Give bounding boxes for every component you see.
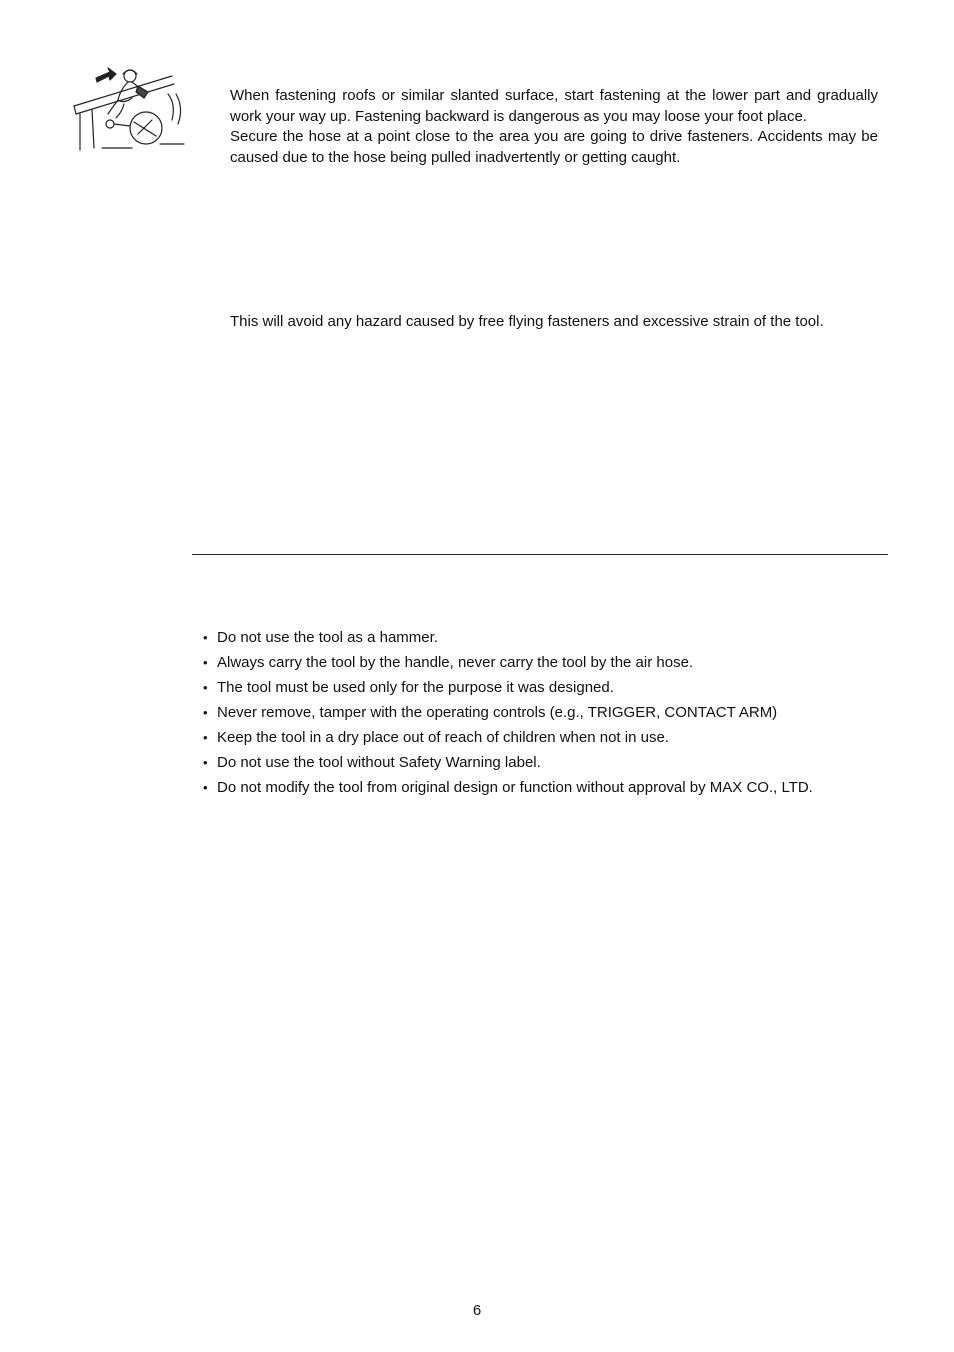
bullet-marker: • <box>203 655 208 670</box>
hazard-note-block <box>230 312 878 333</box>
hazard-note-paragraph: This will avoid any hazard caused by free flying fasteners and excessive strain of the tool. <box>230 313 824 330</box>
tool-safety-bullet-list <box>203 628 813 803</box>
list-item <box>203 753 813 778</box>
bullet-marker: • <box>203 780 208 795</box>
list-item <box>203 678 813 703</box>
list-item <box>203 628 813 653</box>
list-item-text: Do not modify the tool from original design or function without approval by MAX CO., LTD. <box>217 779 813 796</box>
list-item <box>203 778 813 803</box>
roof-worker-illustration <box>72 64 186 156</box>
list-item-text: The tool must be used only for the purpose it was designed. <box>217 679 614 696</box>
list-item-text: Always carry the tool by the handle, never carry the tool by the air hose. <box>217 654 694 671</box>
hose-securing-paragraph: Secure the hose at a point close to the area you are going to drive fasteners. Accidents may be caused due to the hose being pulled inadvertently or getting caught. <box>230 128 878 166</box>
list-item-text: Do not use the tool without Safety Warning label. <box>217 754 541 771</box>
bullet-marker: • <box>203 755 208 770</box>
section-divider <box>192 554 888 555</box>
roof-fastening-instructions <box>230 86 878 168</box>
list-item <box>203 653 813 678</box>
bullet-marker: • <box>203 680 208 695</box>
list-item <box>203 703 813 728</box>
list-item-text: Do not use the tool as a hammer. <box>217 629 438 646</box>
list-item-text: Never remove, tamper with the operating controls (e.g., TRIGGER, CONTACT ARM) <box>217 704 778 721</box>
bullet-marker: • <box>203 630 208 645</box>
page-number: 6 <box>472 1302 482 1319</box>
list-item-text: Keep the tool in a dry place out of reach of children when not in use. <box>217 729 669 746</box>
list-item <box>203 728 813 753</box>
bullet-marker: • <box>203 705 208 720</box>
bullet-marker: • <box>203 730 208 745</box>
roof-fastening-paragraph: When fastening roofs or similar slanted surface, start fastening at the lower part and gradually work your way up. Fastening backward is dangerous as you may loose your foot place. <box>230 87 878 125</box>
